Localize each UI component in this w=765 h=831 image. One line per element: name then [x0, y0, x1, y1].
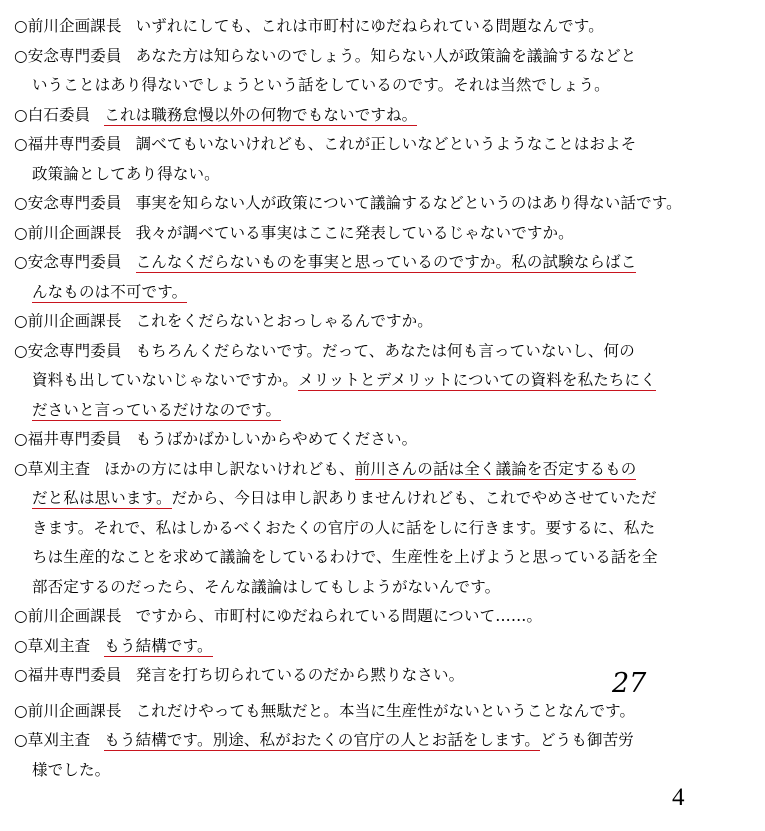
remark-text: どうも御苦労 — [540, 731, 634, 749]
entry-first-line — [136, 194, 682, 212]
entry-first-line — [136, 224, 574, 242]
remark-text: ほかの方には申し訳ないけれども、 — [104, 459, 355, 478]
remark-text: ですから、市町村にゆだねられている問題について……。 — [135, 607, 543, 625]
bullet-circle-icon: ○ — [14, 105, 28, 124]
bullet-circle-icon: ○ — [14, 636, 28, 655]
bullet-circle-icon: ○ — [14, 194, 28, 212]
underlined-remark: だと私は思います。 — [32, 489, 172, 507]
entry-first-line — [136, 17, 604, 35]
underlined-remark: メリットとデメリットについての資料を私たちにく — [298, 371, 656, 389]
entry-first-line — [104, 637, 212, 657]
transcript-entry — [14, 12, 754, 42]
remark-text: 様でした。 — [32, 760, 111, 779]
transcript-entry — [14, 726, 754, 785]
entry-first-line — [136, 253, 637, 273]
bullet-circle-icon: ○ — [14, 135, 28, 153]
speaker-name: 前川企画課長 — [27, 223, 122, 242]
entry-continuation-line — [14, 543, 754, 573]
remark-text: もうばかばかしいからやめてください。 — [135, 430, 418, 448]
speaker-name: 草刈主査 — [27, 636, 91, 655]
entry-continuation-line — [14, 396, 754, 426]
transcript-entry — [14, 101, 754, 131]
bullet-circle-icon: ○ — [14, 253, 28, 271]
remark-text: きます。それで、私はしかるべくおたくの官庁の人に話をしに行きます。要するに、私た — [32, 518, 656, 537]
entry-first-line — [104, 106, 417, 126]
remark-text: 調べてもいないけれども、これが正しいなどというようなことはおよそ — [135, 135, 637, 153]
underlined-remark: んなものは不可です。 — [32, 282, 188, 301]
transcript-entry — [14, 248, 754, 307]
transcript-entry — [14, 425, 754, 455]
entry-continuation-line — [14, 573, 754, 603]
speaker-name: 福井専門委員 — [27, 135, 122, 153]
bullet-circle-icon: ○ — [14, 607, 28, 625]
entry-continuation-line — [14, 160, 754, 190]
bullet-circle-icon: ○ — [14, 701, 28, 720]
remark-text: 事実を知らない人が政策について議論するなどというのはあり得ない話です。 — [135, 194, 682, 212]
entry-first-line — [136, 430, 418, 448]
bullet-circle-icon: ○ — [14, 17, 28, 35]
entry-first-line — [136, 666, 465, 684]
underlined-remark: ださいと言っているだけなのです。 — [32, 400, 282, 419]
bullet-circle-icon: ○ — [14, 341, 28, 360]
underlined-remark: もう結構です。 — [104, 636, 213, 655]
speaker-name: 安念専門委員 — [27, 341, 122, 360]
entry-first-line — [104, 460, 636, 480]
speaker-name: 草刈主査 — [27, 731, 91, 749]
remark-text: だから、今日は申し訳ありませんけれども、これでやめさせていただ — [171, 489, 657, 507]
entry-continuation-line — [14, 71, 754, 101]
entry-continuation-line — [14, 484, 754, 514]
remark-text: これをくだらないとおっしゃるんですか。 — [135, 312, 433, 330]
bullet-circle-icon: ○ — [14, 731, 28, 749]
remark-text: いずれにしても、これは市町村にゆだねられている問題なんです。 — [135, 17, 604, 35]
entry-first-line — [136, 607, 543, 625]
remark-text: これだけやっても無駄だと。本当に生産性がないということなんです。 — [135, 701, 636, 720]
remark-text: 政策論としてあり得ない。 — [32, 164, 220, 183]
transcript-entry — [14, 337, 754, 426]
entry-first-line — [136, 342, 635, 360]
speaker-name: 安念専門委員 — [27, 253, 122, 271]
transcript-entry — [14, 602, 754, 632]
bullet-circle-icon: ○ — [14, 312, 28, 330]
transcript-entry — [14, 697, 754, 727]
entry-continuation-line — [14, 514, 754, 544]
transcript-entry — [14, 307, 754, 337]
entry-first-line — [136, 47, 637, 65]
transcript-entry — [14, 130, 754, 189]
speaker-name: 前川企画課長 — [27, 312, 122, 330]
transcript-entry — [14, 219, 754, 249]
entry-first-line — [136, 312, 433, 330]
bullet-circle-icon: ○ — [14, 666, 28, 684]
remark-text: いうことはあり得ないでしょうという話をしているのです。それは当然でしょう。 — [32, 76, 610, 94]
entry-first-line — [136, 702, 636, 720]
speaker-name: 草刈主査 — [27, 459, 91, 478]
entry-first-line — [136, 135, 637, 153]
transcript-entry — [14, 632, 754, 662]
handwritten-page-note: 27 — [612, 668, 647, 699]
speaker-name: 安念専門委員 — [27, 46, 122, 65]
speaker-name: 福井専門委員 — [27, 430, 122, 448]
underlined-remark: もう結構です。別途、私がおたくの官庁の人とお話をします。 — [104, 731, 541, 749]
speaker-name: 前川企画課長 — [27, 607, 122, 625]
remark-text: 資料も出していないじゃないですか。 — [32, 371, 299, 389]
speaker-name: 安念専門委員 — [27, 194, 122, 212]
speaker-name: 福井専門委員 — [27, 666, 122, 684]
bullet-circle-icon: ○ — [14, 459, 28, 478]
entry-first-line — [104, 731, 634, 751]
underlined-remark: 前川さんの話は全く議論を否定するもの — [354, 459, 637, 478]
transcript-entry — [14, 455, 754, 603]
speaker-name: 白石委員 — [27, 105, 91, 124]
remark-text: 発言を打ち切られているのだから黙りなさい。 — [135, 666, 465, 684]
transcript-entry — [14, 42, 754, 101]
remark-text: 我々が調べている事実はここに発表しているじゃないですか。 — [135, 223, 574, 242]
page-number: 4 — [672, 784, 685, 811]
remark-text: ちは生産的なことを求めて議論をしているわけで、生産性を上げようと思っている話を全 — [32, 548, 658, 566]
bullet-circle-icon: ○ — [14, 46, 28, 65]
underlined-remark: これは職務怠慢以外の何物でもないですね。 — [104, 105, 418, 124]
bullet-circle-icon: ○ — [14, 223, 28, 242]
entry-continuation-line — [14, 366, 754, 396]
remark-text: もちろんくだらないです。だって、あなたは何も言っていないし、何の — [135, 341, 635, 360]
transcript-entry — [14, 189, 754, 219]
bullet-circle-icon: ○ — [14, 430, 28, 448]
entry-continuation-line — [14, 756, 754, 786]
entry-continuation-line — [14, 278, 754, 308]
speaker-name: 前川企画課長 — [27, 701, 122, 720]
remark-text: あなた方は知らないのでしょう。知らない人が政策論を議論するなどと — [135, 46, 637, 65]
remark-text: 部否定するのだったら、そんな議論はしてもしようがないんです。 — [32, 577, 501, 596]
underlined-remark: こんなくだらないものを事実と思っているのですか。私の試験ならばこ — [135, 253, 637, 271]
speaker-name: 前川企画課長 — [27, 17, 122, 35]
